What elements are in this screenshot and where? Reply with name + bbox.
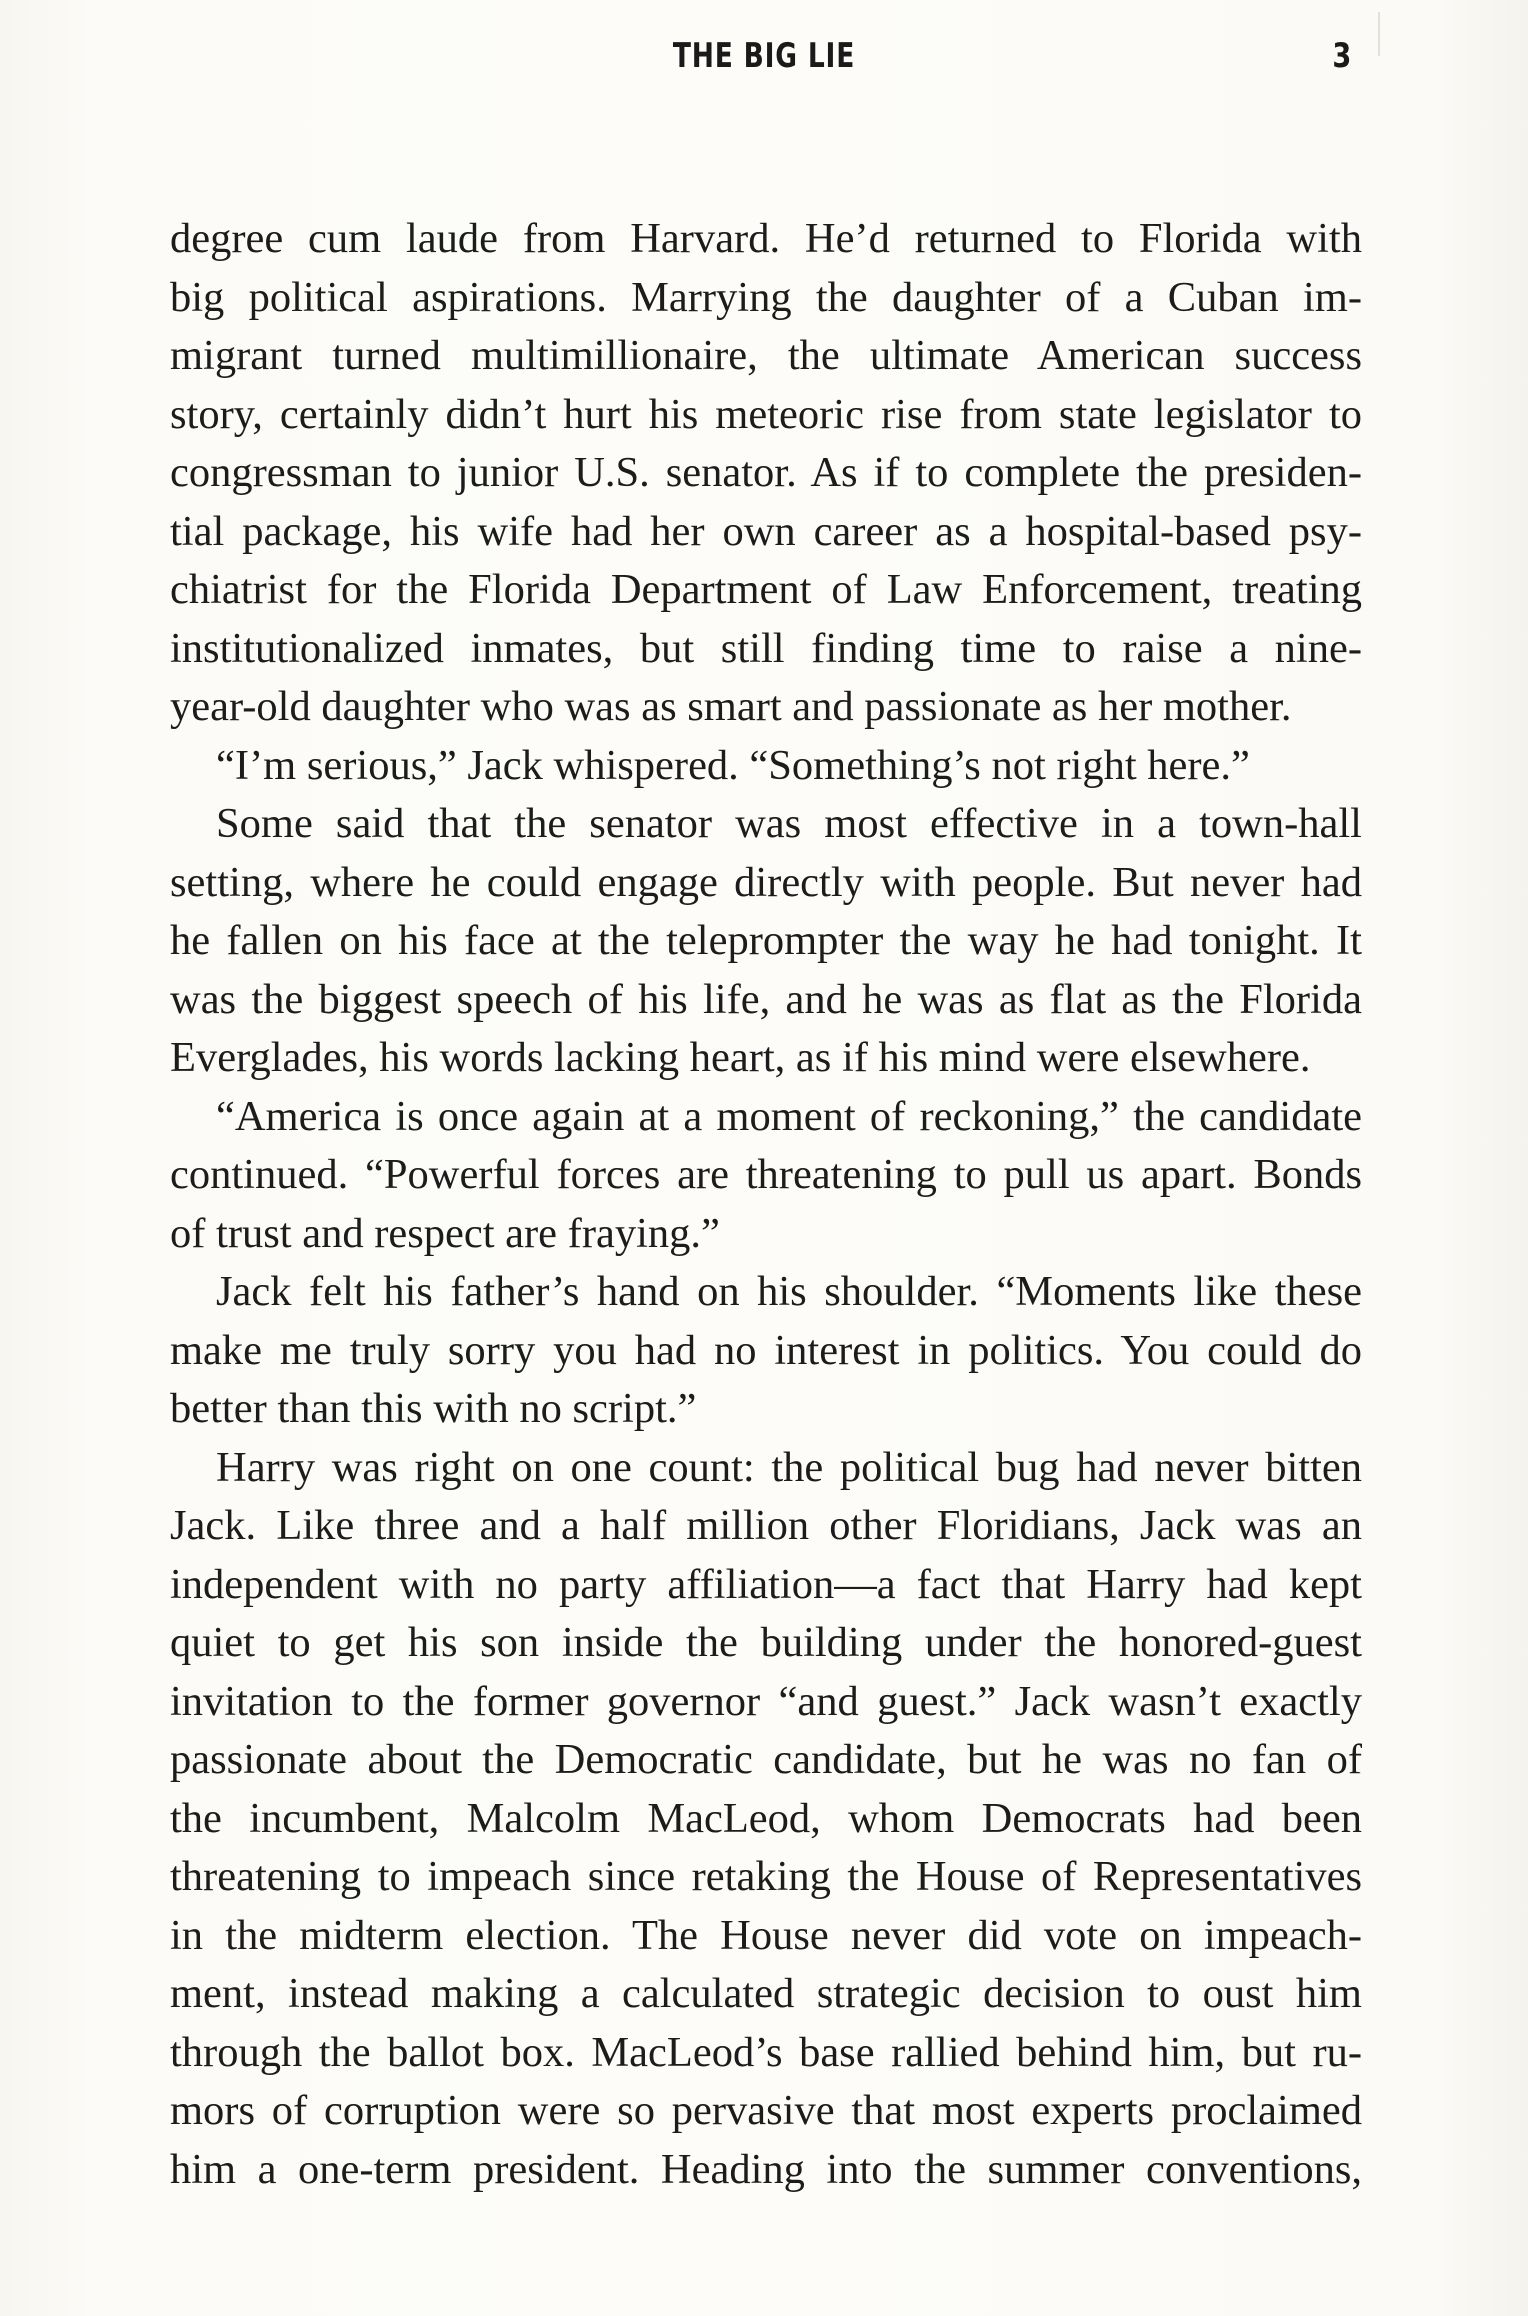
text-line: Harry was right on one count: the political bug had never bitten [216,1443,1362,1491]
text-line: threatening to impeach since retaking the House of Representatives [170,1853,1362,1900]
text-line: through the ballot box. MacLeod’s base rallied behind him, but ru- [170,2028,1362,2076]
text-line: tial package, his wife had her own career as a hospital-based psy- [170,507,1362,555]
text-line: story, certainly didn’t hurt his meteoric rise from state legislator to [170,390,1362,438]
running-header [0,36,1528,86]
text-line: in the midterm election. The House never did vote on impeach- [170,1911,1362,1959]
text-line: the incumbent, Malcolm MacLeod, whom Democrats had been [170,1794,1362,1842]
text-line: he fallen on his face at the teleprompter the way he had tonight. It [170,917,1362,964]
text-line: of trust and respect are fraying.” [170,1209,720,1257]
body-text [170,210,1362,2199]
text-line: congressman to junior U.S. senator. As if to complete the presiden- [170,449,1362,496]
text-line: continued. “Powerful forces are threatening to pull us apart. Bonds [170,1151,1362,1198]
text-line: passionate about the Democratic candidate, but he was no fan of [170,1736,1362,1783]
text-line: big political aspirations. Marrying the daughter of a Cuban im- [170,273,1362,321]
text-line: institutionalized inmates, but still finding time to raise a nine- [170,624,1362,672]
text-line: invitation to the former governor “and guest.” Jack wasn’t exactly [170,1677,1362,1725]
text-line: was the biggest speech of his life, and he was as flat as the Florida [170,975,1362,1023]
text-line: Jack. Like three and a half million other Floridians, Jack was an [170,1502,1362,1549]
text-line: ment, instead making a calculated strategic decision to oust him [170,1970,1362,2017]
text-line: “I’m serious,” Jack whispered. “Something’s not right here.” [216,741,1250,789]
text-line: degree cum laude from Harvard. He’d returned to Florida with [170,215,1362,262]
text-line: quiet to get his son inside the building under the honored-guest [170,1619,1362,1666]
text-line: Some said that the senator was most effective in a town-hall [216,800,1362,847]
text-line: migrant turned multimillionaire, the ultimate American success [170,332,1362,379]
text-line: year-old daughter who was as smart and passionate as her mother. [170,683,1292,730]
text-line: “America is once again at a moment of reckoning,” the candidate [216,1092,1362,1140]
text-line: Everglades, his words lacking heart, as if his mind were elsewhere. [170,1034,1311,1081]
text-line: setting, where he could engage directly with people. But never had [170,858,1362,906]
text-line: better than this with no script.” [170,1385,697,1432]
book-title: THE BIG LIE [672,36,856,76]
text-line: mors of corruption were so pervasive that most experts proclaimed [170,2087,1362,2134]
page-number: 3 [1332,36,1352,76]
text-line: make me truly sorry you had no interest in politics. You could do [170,1326,1362,1374]
text-line: Jack felt his father’s hand on his shoulder. “Moments like these [216,1268,1362,1315]
text-line: him a one-term president. Heading into the summer conventions, [170,2145,1362,2193]
text-line: independent with no party affiliation—a fact that Harry had kept [170,1560,1362,1608]
text-line: chiatrist for the Florida Department of Law Enforcement, treating [170,566,1362,613]
